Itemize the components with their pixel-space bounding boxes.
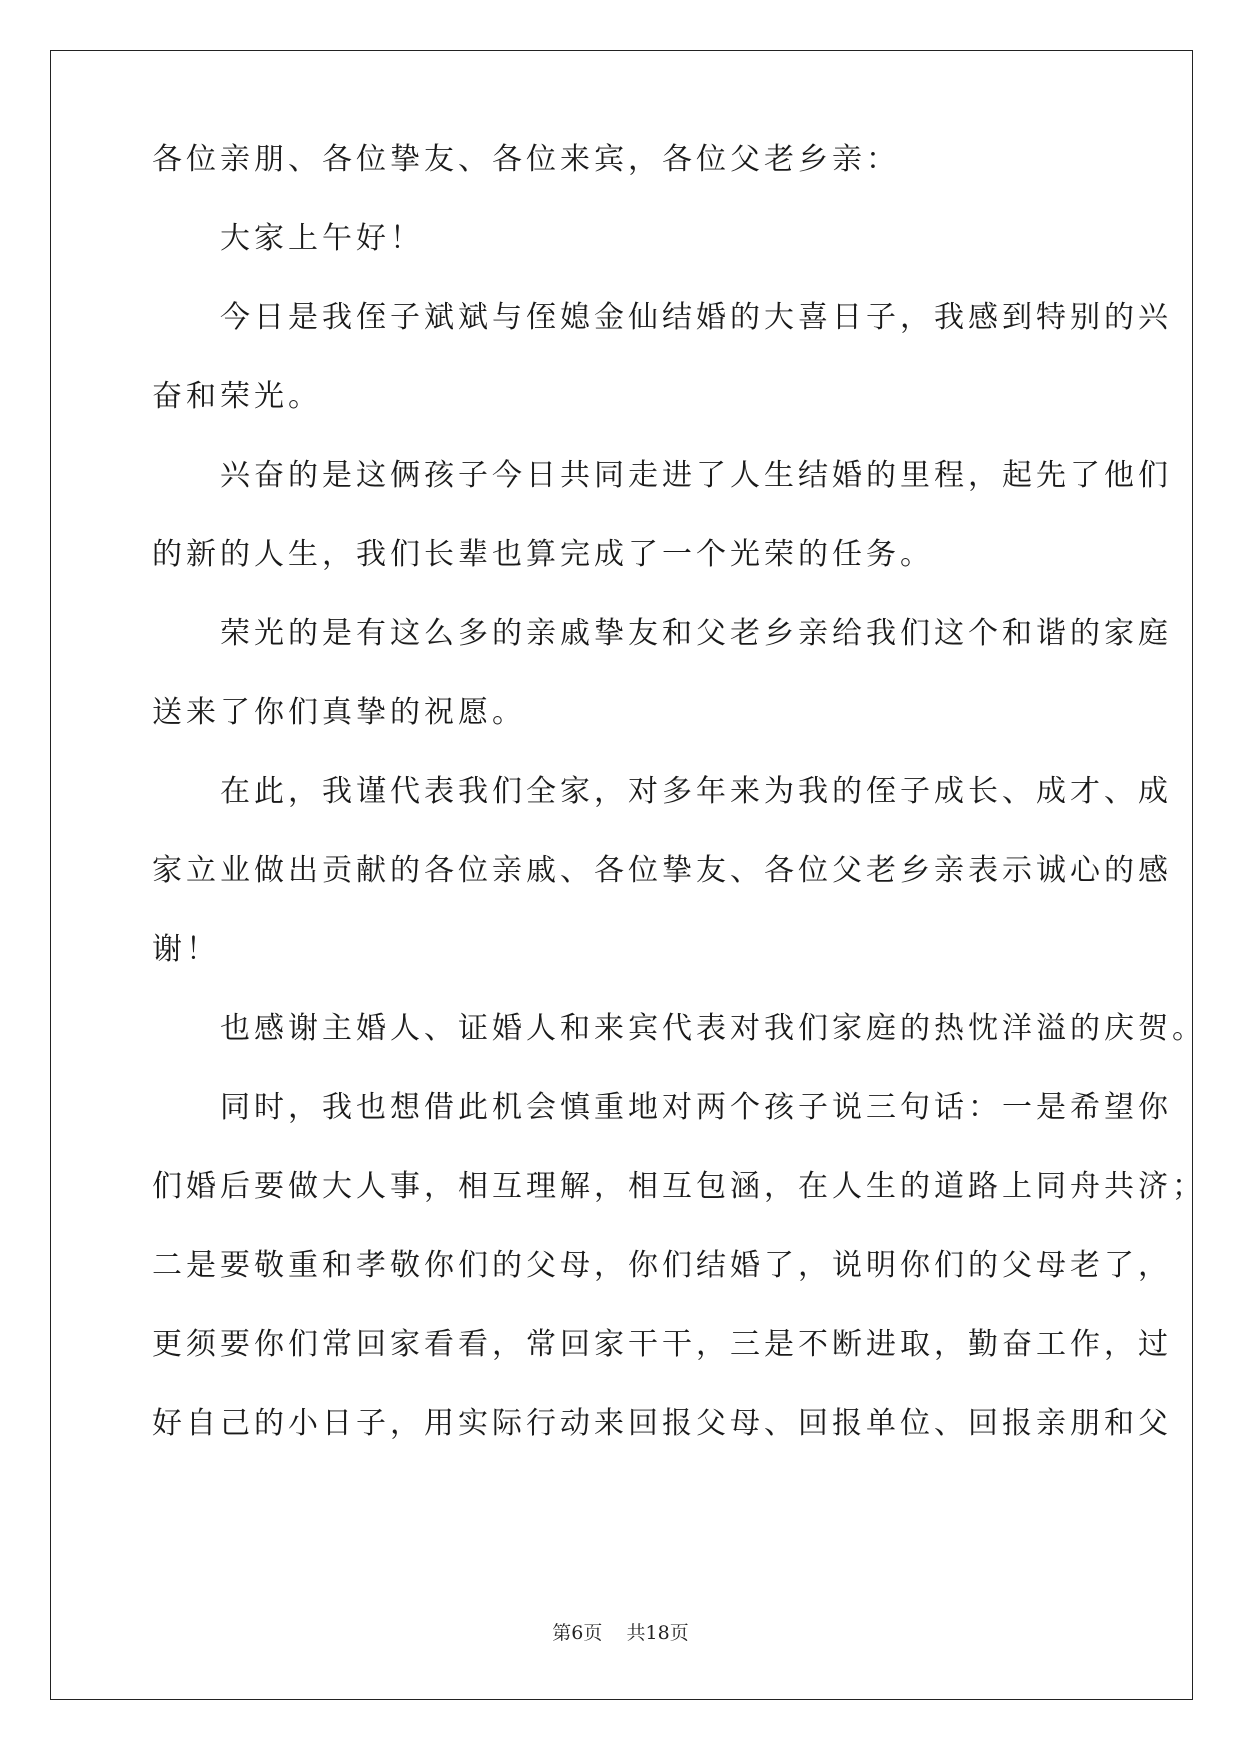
text-line: 在此，我谨代表我们全家，对多年来为我的侄子成长、成才、成 xyxy=(152,774,1172,809)
text-line: 送来了你们真挚的祝愿。 xyxy=(152,695,526,730)
text-line: 二是要敬重和孝敬你们的父母，你们结婚了，说明你们的父母老了， xyxy=(152,1248,1172,1283)
document-body xyxy=(152,142,1206,1503)
text-line: 们婚后要做大人事，相互理解，相互包涵，在人生的道路上同舟共济； xyxy=(152,1169,1206,1204)
text-line: 谢！ xyxy=(152,932,220,967)
text-line: 兴奋的是这俩孩子今日共同走进了人生结婚的里程，起先了他们 xyxy=(152,458,1172,493)
text-line: 的新的人生，我们长辈也算完成了一个光荣的任务。 xyxy=(152,537,934,572)
text-line: 好自己的小日子，用实际行动来回报父母、回报单位、回报亲朋和父 xyxy=(152,1406,1172,1441)
page-footer xyxy=(0,1618,1241,1645)
text-line: 奋和荣光。 xyxy=(152,379,322,414)
text-line: 今日是我侄子斌斌与侄媳金仙结婚的大喜日子，我感到特别的兴 xyxy=(152,300,1172,335)
text-line: 更须要你们常回家看看，常回家干干，三是不断进取，勤奋工作，过 xyxy=(152,1327,1172,1362)
text-line: 家立业做出贡献的各位亲戚、各位挚友、各位父老乡亲表示诚心的感 xyxy=(152,853,1172,888)
text-line: 同时，我也想借此机会慎重地对两个孩子说三句话：一是希望你 xyxy=(152,1090,1172,1125)
text-line: 荣光的是有这么多的亲戚挚友和父老乡亲给我们这个和谐的家庭 xyxy=(152,616,1172,651)
page-total: 共18页 xyxy=(626,1622,689,1644)
text-line: 大家上午好！ xyxy=(152,221,424,256)
page-number: 第6页 xyxy=(552,1622,603,1644)
text-line: 也感谢主婚人、证婚人和来宾代表对我们家庭的热忱洋溢的庆贺。 xyxy=(152,1011,1206,1046)
text-line: 各位亲朋、各位挚友、各位来宾，各位父老乡亲： xyxy=(152,142,900,177)
